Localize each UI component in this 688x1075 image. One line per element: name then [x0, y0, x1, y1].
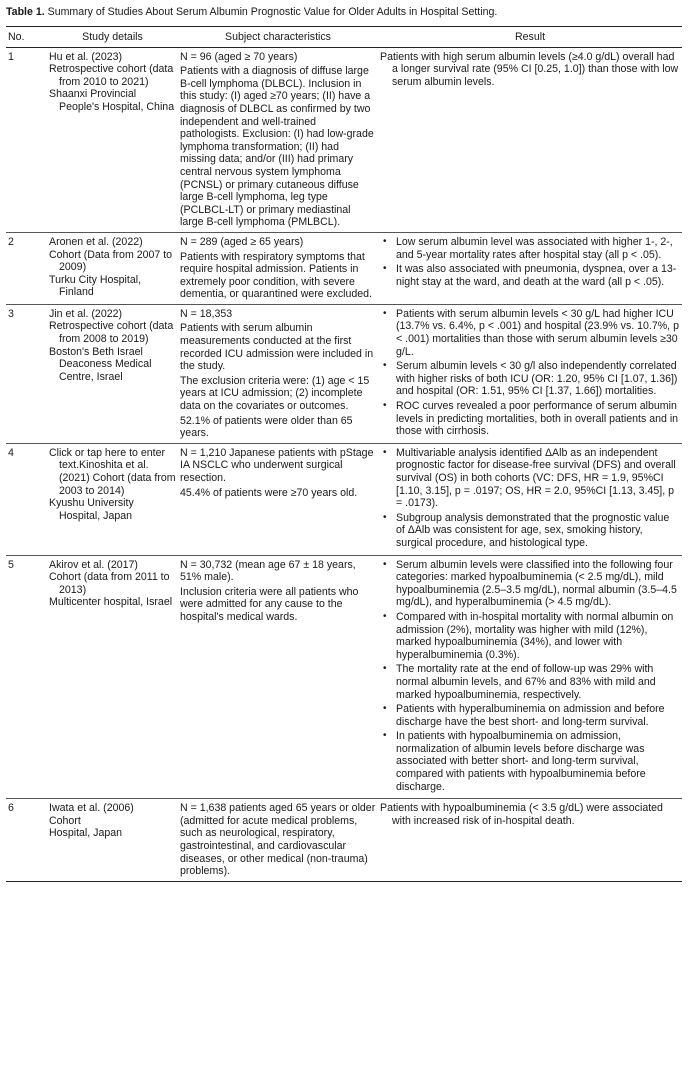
result-cell — [378, 232, 682, 304]
study-detail-line: Cohort — [49, 814, 81, 827]
result-bullet: • It was also associated with pneumonia, dyspnea, over a 13-night stay at the ward, and death at the ward (all p < .05). — [380, 263, 680, 288]
result-bullet: • The mortality rate at the end of follow-up was 29% with normal albumin levels, and 67% and 83% with mild and marked hypoalbuminemia, respectively. — [380, 663, 680, 701]
subject-line: N = 30,732 (mean age 67 ± 18 years, 51% male). — [180, 558, 356, 584]
study-author: Hu et al. (2023) — [49, 50, 123, 63]
row-number: 5 — [6, 555, 47, 799]
result-cell — [378, 443, 682, 555]
study-author: Aronen et al. (2022) — [49, 235, 143, 248]
study-detail-line: Cohort (data from 2011 to 2013) — [49, 571, 170, 596]
study-detail-line: Boston's Beth Israel Deaconess Medical Centre, Israel — [49, 345, 152, 383]
study-detail-line: Multicenter hospital, Israel — [49, 596, 173, 609]
table-body — [6, 47, 682, 881]
study-author: Akirov et al. (2017) — [49, 558, 138, 571]
summary-table — [6, 26, 682, 882]
result-cell — [378, 555, 682, 799]
subject-line: Patients with respiratory symptoms that require hospital admission. Patients in extremely poor condition, with severe dementia, or quarantined were excluded. — [180, 250, 372, 301]
row-number: 4 — [6, 443, 47, 555]
subject-characteristics-cell — [178, 799, 378, 882]
study-author: Click or tap here to enter text.Kinoshita et al. (2021) Cohort (data from 2003 to 2014) — [49, 446, 176, 497]
caption-text: Summary of Studies About Serum Albumin Prognostic Value for Older Adults in Hospital Setting. — [47, 6, 498, 18]
result-bullet-list — [380, 447, 680, 550]
table-row — [6, 232, 682, 304]
result-bullet: • Patients with hyperalbuminemia on admission and before discharge have the best short- and long-term survival. — [380, 703, 680, 728]
study-details-cell — [47, 555, 178, 799]
result-bullet: • Low serum albumin level was associated with higher 1-, 2-, and 5-year mortality rates after hospital stay (all p < .05). — [380, 236, 680, 261]
subject-line: N = 289 (aged ≥ 65 years) — [180, 235, 304, 248]
study-detail-line: Turku City Hospital, Finland — [49, 273, 142, 299]
header-result: Result — [378, 27, 682, 48]
table-row — [6, 304, 682, 443]
subject-line: Inclusion criteria were all patients who were admitted for any cause to the hospital's medical wards. — [180, 585, 359, 623]
study-detail-line: Kyushu University Hospital, Japan — [49, 497, 134, 522]
result-bullet: • Compared with in-hospital mortality with normal albumin on admission (2%), mortality was higher with mild (12%), marked hypoalbuminemia (34%), and lower with hyperalbuminemia (0.3%). — [380, 611, 680, 661]
result-cell — [378, 799, 682, 882]
study-detail-line: Cohort (Data from 2007 to 2009) — [49, 248, 173, 274]
row-number: 3 — [6, 304, 47, 443]
subject-line: Patients with serum albumin measurements conducted at the first recorded ICU admission were included in the study. — [180, 322, 374, 373]
result-text: Patients with hypoalbuminemia (< 3.5 g/dL) were associated with increased risk of in-hospital death. — [380, 802, 663, 827]
table-row — [6, 47, 682, 232]
caption-label: Table 1. — [6, 6, 45, 18]
subject-line: The exclusion criteria were: (1) age < 15 years at ICU admission; (2) incomplete data on the covariates or outcomes. — [180, 374, 370, 413]
study-detail-line: Retrospective cohort (data from 2008 to 2019) — [49, 320, 174, 346]
subject-line: N = 1,210 Japanese patients with pStage IA NSCLC who underwent surgical resection. — [180, 446, 374, 484]
result-bullet: • Patients with serum albumin levels < 30 g/L had higher ICU (13.7% vs. 6.4%, p < .001) and hospital (23.9% vs. 10.7%, p < .001) mortalities than those with serum albumin levels ≥30 g/L. — [380, 308, 680, 358]
study-details-cell — [47, 47, 178, 232]
subject-characteristics-cell — [178, 232, 378, 304]
result-bullet: • Serum albumin levels < 30 g/l also independently correlated with higher risks of both ICU (OR: 1.20, 95% CI [1.07, 1.36]) and hospital (OR: 1.51, 95% CI [1.37, 1.66]) mortalities. — [380, 360, 680, 398]
result-cell — [378, 304, 682, 443]
result-bullet: • ROC curves revealed a poor performance of serum albumin levels in predicting mortalities, both in overall patients and in those with cirrhosis. — [380, 400, 680, 438]
study-details-cell — [47, 232, 178, 304]
subject-line: Patients with a diagnosis of diffuse large B-cell lymphoma (DLBCL). Inclusion in this study: (I) aged ≥70 years; (II) have a diagnosis of DLBCL as confirmed by two independent and well-trained pathologists. Exclusion: (I) had low-grade lymphoma transformation; (II) had missing data; and/or (III) had primary central nervous system lymphoma (PCNSL) or primary cutaneous diffuse large B-cell lymphoma, leg type (PCLBCL-LT) or primary mediastinal large B-cell lymphoma (PMLBCL). — [180, 65, 374, 229]
table-row — [6, 555, 682, 799]
subject-line: N = 1,638 patients aged 65 years or older (admitted for acute medical problems, such as neurological, respiratory, gastrointestinal, and cardiovascular diseases, or other medical (non-trauma) problems). — [180, 802, 376, 878]
study-details-cell — [47, 443, 178, 555]
study-author: Jin et al. (2022) — [49, 307, 123, 320]
result-bullet-list — [380, 308, 680, 438]
subject-line: N = 96 (aged ≥ 70 years) — [180, 50, 298, 63]
subject-line: N = 18,353 — [180, 307, 233, 320]
result-bullet: • Multivariable analysis identified ΔAlb as an independent prognostic factor for disease-free survival (DFS) and overall survival (OS) in both cohorts (VC: DFS, HR = 1.9, 95%CI [1.10, 3.15], p = .0197; OS, HR = 2.0, 95%CI [1.13, 3.45], p = .0173). — [380, 447, 680, 510]
subject-line: 45.4% of patients were ≥70 years old. — [180, 486, 358, 499]
result-cell — [378, 47, 682, 232]
result-bullet-list — [380, 559, 680, 794]
header-subject-characteristics: Subject characteristics — [178, 27, 378, 48]
row-number: 1 — [8, 50, 14, 63]
result-bullet-list — [380, 236, 680, 288]
result-bullet: • Serum albumin levels were classified into the following four categories: marked hypoalbuminemia (< 2.5 mg/dL), mild hypoalbuminemia (2.5–3.5 mg/dL), normal albumin (3.5–4.5 mg/dL), and hyperalbuminemia (> 4.5 mg/dL). — [380, 559, 680, 609]
table-row — [6, 799, 682, 882]
subject-line: 52.1% of patients were older than 65 years. — [180, 414, 353, 440]
subject-characteristics-cell — [178, 443, 378, 555]
study-detail-line: Hospital, Japan — [49, 827, 123, 840]
row-number: 2 — [6, 232, 47, 304]
subject-characteristics-cell — [178, 555, 378, 799]
study-detail-line: Retrospective cohort (data from 2010 to 2021) — [49, 63, 174, 88]
study-detail-line: Shaanxi Provincial People's Hospital, China — [49, 88, 175, 113]
header-study-details: Study details — [47, 27, 178, 48]
table-caption — [6, 6, 497, 19]
result-text: Patients with high serum albumin levels (≥4.0 g/dL) overall had a longer survival rate (95% CI [0.25, 1.0]) than those with low serum albumin levels. — [380, 50, 679, 88]
study-author: Iwata et al. (2006) — [49, 802, 134, 815]
result-bullet: • In patients with hypoalbuminemia on admission, normalization of albumin levels before discharge was associated with better short- and long-term survival, compared with patients with hypoalbuminemia before discharge. — [380, 730, 680, 793]
study-details-cell — [47, 304, 178, 443]
table-header — [6, 27, 682, 48]
row-number: 6 — [6, 799, 47, 882]
subject-characteristics-cell — [178, 47, 378, 232]
subject-characteristics-cell — [178, 304, 378, 443]
result-bullet: • Subgroup analysis demonstrated that the prognostic value of ΔAlb was consistent for age, sex, smoking history, surgical procedure, and histological type. — [380, 512, 680, 550]
header-no: No. — [6, 27, 47, 48]
table-row — [6, 443, 682, 555]
study-details-cell — [47, 799, 178, 882]
